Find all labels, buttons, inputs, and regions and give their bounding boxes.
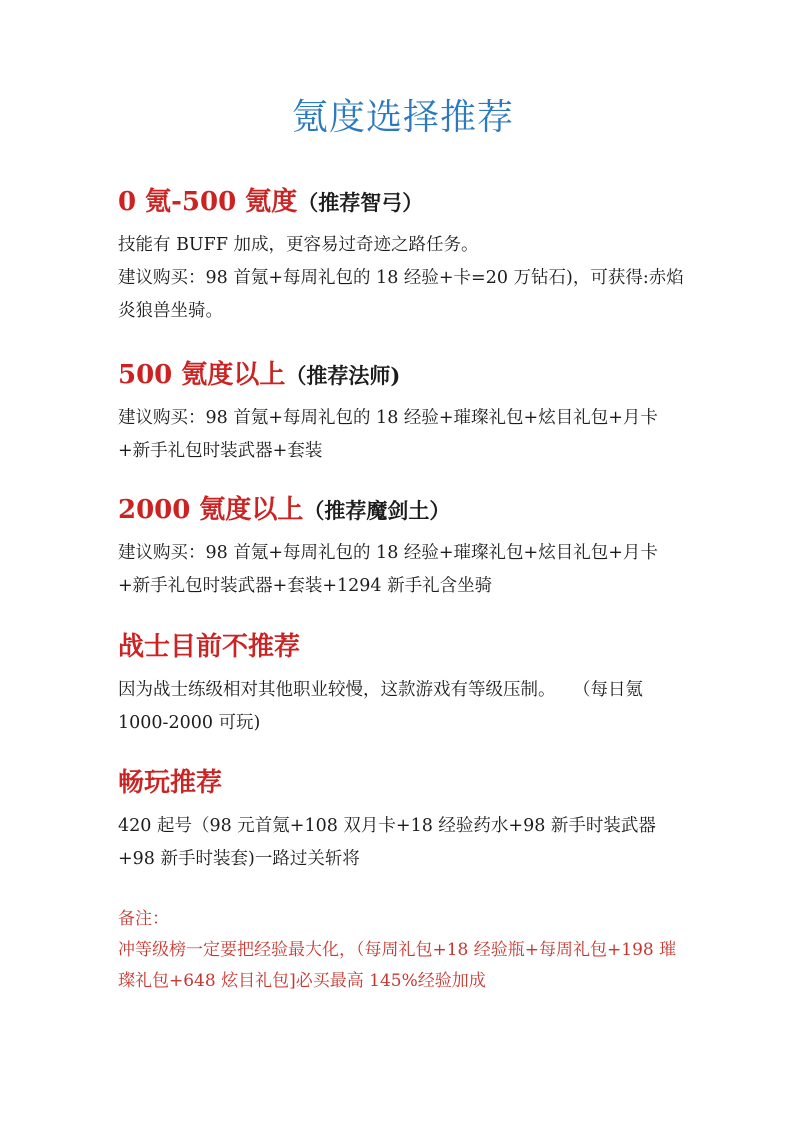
section-body — [118, 674, 688, 740]
section-500-krypton-plus — [118, 359, 688, 468]
section-paragraph: 建议购买：98 首氪+每周礼包的 18 经验+璀璨礼包+炫目礼包+月卡+新手礼包时装武器+套装 — [118, 408, 658, 461]
section-casual-play-recommendation — [118, 767, 688, 876]
section-heading — [118, 494, 688, 527]
section-2000-krypton-plus — [118, 494, 688, 603]
section-warrior-not-recommended — [118, 631, 688, 740]
section-heading — [118, 186, 688, 219]
notes-line: 冲等级榜一定要把经验最大化，（每周礼包+18 经验瓶+每周礼包+198 璀璨礼包+648 炫目礼包]必买最高 145%经验加成 — [118, 940, 677, 991]
section-heading-class-recommendation: （推荐智弓） — [297, 190, 424, 215]
section-heading-class-recommendation: （推荐法师) — [285, 363, 401, 388]
section-heading — [118, 767, 688, 800]
section-heading-tier: 500 氪度以上 — [118, 360, 286, 390]
section-paragraph: 建议购买：98 首氪+每周礼包的 18 经验+璀璨礼包+炫目礼包+月卡+新手礼包时装武器+套装+1294 新手礼含坐骑 — [118, 543, 658, 596]
notes-section — [118, 904, 688, 997]
section-0-to-500-krypton — [118, 186, 688, 328]
section-body — [118, 402, 688, 468]
section-paragraph: 技能有 BUFF 加成，更容易过奇迹之路任务。 — [118, 235, 479, 255]
section-body — [118, 537, 688, 603]
section-heading-tier: 战士目前不推荐 — [118, 632, 301, 662]
page-title: 氪度选择推荐 — [291, 97, 514, 138]
section-heading-tier: 2000 氪度以上 — [118, 495, 304, 525]
section-body — [118, 229, 688, 328]
section-paragraph: 420 起号（98 元首氪+108 双月卡+18 经验药水+98 新手时装武器+98 新手时装套)一路过关斩将 — [118, 816, 656, 869]
section-heading-class-recommendation: （推荐魔剑土） — [303, 498, 451, 523]
section-paragraph: 因为战士练级相对其他职业较慢，这款游戏有等级压制。 （每日氪 1000-2000 可玩) — [118, 680, 643, 733]
section-heading — [118, 359, 688, 392]
section-heading-tier: 0 氪-500 氪度 — [118, 187, 298, 217]
section-body — [118, 810, 688, 876]
notes-label: 备注： — [118, 909, 169, 929]
section-heading — [118, 631, 688, 664]
section-paragraph: 建议购买：98 首氪+每周礼包的 18 经验+卡=20 万钻石)，可获得:赤焰炎狼兽坐骑。 — [118, 268, 684, 321]
section-heading-tier: 畅玩推荐 — [118, 768, 223, 798]
